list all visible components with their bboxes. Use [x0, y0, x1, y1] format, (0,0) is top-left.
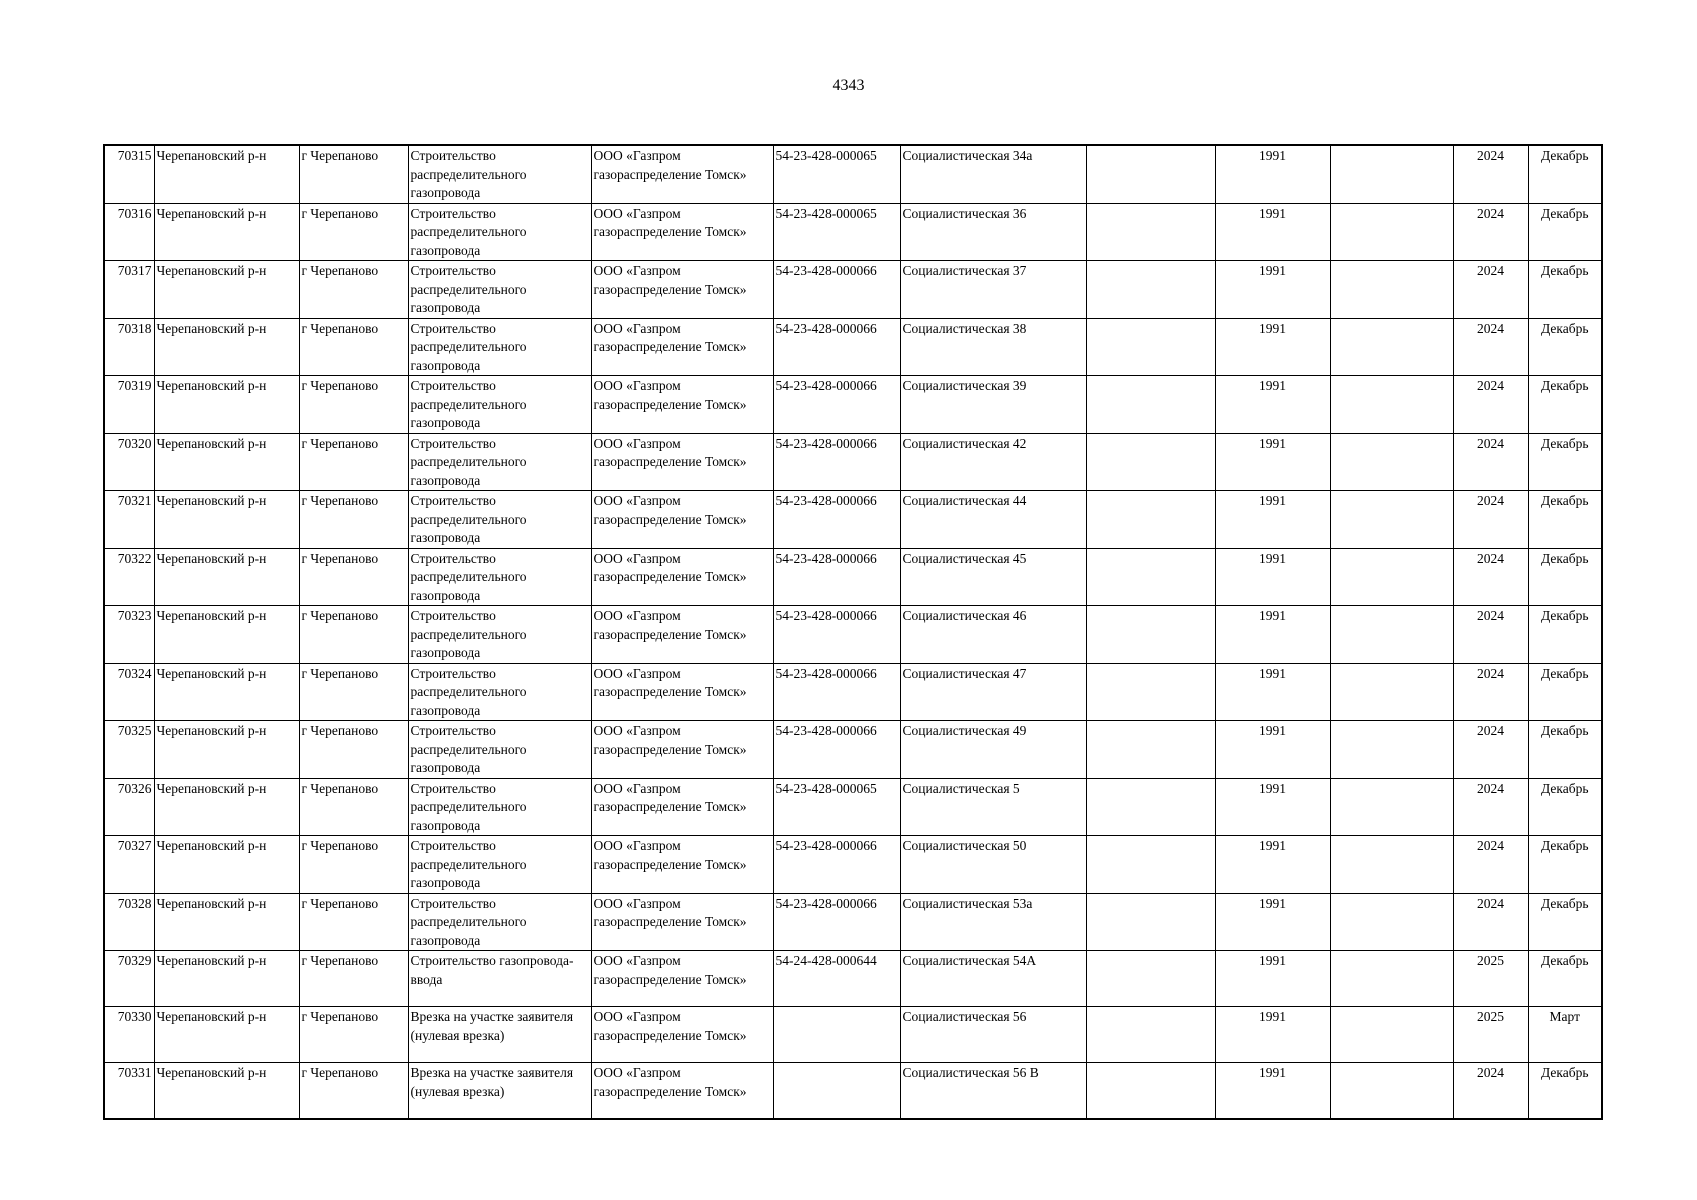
- row-id-cell: 70321: [104, 491, 154, 549]
- organization-cell: ООО «Газпром газораспределение Томск»: [591, 721, 773, 779]
- row-id-cell: 70329: [104, 951, 154, 1007]
- city-cell: г Черепаново: [299, 606, 408, 664]
- month-cell: Декабрь: [1528, 1063, 1602, 1119]
- blank-cell-2: [1330, 778, 1453, 836]
- month-cell: Декабрь: [1528, 491, 1602, 549]
- object-code-cell: 54-23-428-000065: [773, 145, 900, 203]
- table-row: [104, 433, 1602, 491]
- district-cell: Черепановский р-н: [154, 491, 299, 549]
- work-type-cell: Строительство распределительного газопровода: [408, 663, 591, 721]
- page-number: 4343: [832, 77, 865, 94]
- year-built-cell: 1991: [1215, 433, 1330, 491]
- month-cell: Декабрь: [1528, 721, 1602, 779]
- year-built-cell: 1991: [1215, 893, 1330, 951]
- work-type-cell: Строительство распределительного газопровода: [408, 836, 591, 894]
- organization-cell: ООО «Газпром газораспределение Томск»: [591, 376, 773, 434]
- city-cell: г Черепаново: [299, 893, 408, 951]
- plan-year-cell: 2024: [1453, 433, 1528, 491]
- month-cell: Декабрь: [1528, 778, 1602, 836]
- district-cell: Черепановский р-н: [154, 606, 299, 664]
- month-cell: Март: [1528, 1007, 1602, 1063]
- district-cell: Черепановский р-н: [154, 318, 299, 376]
- city-cell: г Черепаново: [299, 491, 408, 549]
- work-type-cell: Строительство распределительного газопровода: [408, 491, 591, 549]
- blank-cell-2: [1330, 318, 1453, 376]
- row-id-cell: 70328: [104, 893, 154, 951]
- address-cell: Социалистическая 56: [900, 1007, 1086, 1063]
- blank-cell-1: [1086, 721, 1215, 779]
- blank-cell-2: [1330, 951, 1453, 1007]
- organization-cell: ООО «Газпром газораспределение Томск»: [591, 606, 773, 664]
- blank-cell-1: [1086, 491, 1215, 549]
- work-type-cell: Строительство распределительного газопровода: [408, 548, 591, 606]
- district-cell: Черепановский р-н: [154, 778, 299, 836]
- object-code-cell: 54-23-428-000066: [773, 548, 900, 606]
- object-code-cell: 54-23-428-000066: [773, 261, 900, 319]
- row-id-cell: 70324: [104, 663, 154, 721]
- plan-year-cell: 2024: [1453, 376, 1528, 434]
- row-id-cell: 70315: [104, 145, 154, 203]
- year-built-cell: 1991: [1215, 1063, 1330, 1119]
- address-cell: Социалистическая 39: [900, 376, 1086, 434]
- organization-cell: ООО «Газпром газораспределение Томск»: [591, 203, 773, 261]
- blank-cell-2: [1330, 433, 1453, 491]
- district-cell: Черепановский р-н: [154, 663, 299, 721]
- city-cell: г Черепаново: [299, 1063, 408, 1119]
- city-cell: г Черепаново: [299, 376, 408, 434]
- district-cell: Черепановский р-н: [154, 145, 299, 203]
- year-built-cell: 1991: [1215, 778, 1330, 836]
- plan-year-cell: 2024: [1453, 318, 1528, 376]
- object-code-cell: 54-24-428-000644: [773, 951, 900, 1007]
- address-cell: Социалистическая 38: [900, 318, 1086, 376]
- blank-cell-1: [1086, 836, 1215, 894]
- blank-cell-1: [1086, 893, 1215, 951]
- row-id-cell: 70326: [104, 778, 154, 836]
- address-cell: Социалистическая 54А: [900, 951, 1086, 1007]
- blank-cell-2: [1330, 606, 1453, 664]
- year-built-cell: 1991: [1215, 606, 1330, 664]
- object-code-cell: 54-23-428-000066: [773, 433, 900, 491]
- city-cell: г Черепаново: [299, 1007, 408, 1063]
- work-type-cell: Строительство распределительного газопровода: [408, 778, 591, 836]
- district-cell: Черепановский р-н: [154, 261, 299, 319]
- month-cell: Декабрь: [1528, 893, 1602, 951]
- year-built-cell: 1991: [1215, 203, 1330, 261]
- plan-year-cell: 2024: [1453, 778, 1528, 836]
- blank-cell-1: [1086, 1007, 1215, 1063]
- address-cell: Социалистическая 42: [900, 433, 1086, 491]
- plan-year-cell: 2025: [1453, 951, 1528, 1007]
- city-cell: г Черепаново: [299, 721, 408, 779]
- object-code-cell: [773, 1063, 900, 1119]
- plan-year-cell: 2024: [1453, 491, 1528, 549]
- blank-cell-2: [1330, 376, 1453, 434]
- address-cell: Социалистическая 36: [900, 203, 1086, 261]
- plan-year-cell: 2024: [1453, 1063, 1528, 1119]
- row-id-cell: 70330: [104, 1007, 154, 1063]
- blank-cell-2: [1330, 893, 1453, 951]
- row-id-cell: 70317: [104, 261, 154, 319]
- month-cell: Декабрь: [1528, 203, 1602, 261]
- organization-cell: ООО «Газпром газораспределение Томск»: [591, 261, 773, 319]
- district-cell: Черепановский р-н: [154, 376, 299, 434]
- address-cell: Социалистическая 47: [900, 663, 1086, 721]
- city-cell: г Черепаново: [299, 548, 408, 606]
- blank-cell-2: [1330, 1063, 1453, 1119]
- organization-cell: ООО «Газпром газораспределение Томск»: [591, 145, 773, 203]
- object-code-cell: 54-23-428-000066: [773, 491, 900, 549]
- table-row: [104, 663, 1602, 721]
- table-row: [104, 1007, 1602, 1063]
- object-code-cell: 54-23-428-000066: [773, 663, 900, 721]
- address-cell: Социалистическая 50: [900, 836, 1086, 894]
- object-code-cell: 54-23-428-000066: [773, 893, 900, 951]
- blank-cell-1: [1086, 548, 1215, 606]
- year-built-cell: 1991: [1215, 836, 1330, 894]
- object-code-cell: 54-23-428-000066: [773, 836, 900, 894]
- month-cell: Декабрь: [1528, 606, 1602, 664]
- registry-table: [103, 144, 1603, 1120]
- month-cell: Декабрь: [1528, 951, 1602, 1007]
- organization-cell: ООО «Газпром газораспределение Томск»: [591, 491, 773, 549]
- month-cell: Декабрь: [1528, 145, 1602, 203]
- blank-cell-2: [1330, 491, 1453, 549]
- organization-cell: ООО «Газпром газораспределение Томск»: [591, 951, 773, 1007]
- plan-year-cell: 2024: [1453, 893, 1528, 951]
- district-cell: Черепановский р-н: [154, 548, 299, 606]
- table-row: [104, 1063, 1602, 1119]
- address-cell: Социалистическая 37: [900, 261, 1086, 319]
- work-type-cell: Строительство распределительного газопровода: [408, 893, 591, 951]
- year-built-cell: 1991: [1215, 663, 1330, 721]
- address-cell: Социалистическая 5: [900, 778, 1086, 836]
- address-cell: Социалистическая 56 В: [900, 1063, 1086, 1119]
- blank-cell-1: [1086, 433, 1215, 491]
- plan-year-cell: 2024: [1453, 721, 1528, 779]
- month-cell: Декабрь: [1528, 376, 1602, 434]
- month-cell: Декабрь: [1528, 318, 1602, 376]
- table-row: [104, 778, 1602, 836]
- organization-cell: ООО «Газпром газораспределение Томск»: [591, 893, 773, 951]
- work-type-cell: Строительство распределительного газопровода: [408, 606, 591, 664]
- blank-cell-2: [1330, 145, 1453, 203]
- organization-cell: ООО «Газпром газораспределение Томск»: [591, 1007, 773, 1063]
- district-cell: Черепановский р-н: [154, 1007, 299, 1063]
- blank-cell-2: [1330, 203, 1453, 261]
- table-row: [104, 145, 1602, 203]
- plan-year-cell: 2024: [1453, 145, 1528, 203]
- blank-cell-1: [1086, 376, 1215, 434]
- district-cell: Черепановский р-н: [154, 836, 299, 894]
- city-cell: г Черепаново: [299, 203, 408, 261]
- city-cell: г Черепаново: [299, 318, 408, 376]
- plan-year-cell: 2024: [1453, 203, 1528, 261]
- month-cell: Декабрь: [1528, 663, 1602, 721]
- year-built-cell: 1991: [1215, 261, 1330, 319]
- blank-cell-2: [1330, 836, 1453, 894]
- year-built-cell: 1991: [1215, 318, 1330, 376]
- blank-cell-1: [1086, 145, 1215, 203]
- object-code-cell: 54-23-428-000066: [773, 606, 900, 664]
- object-code-cell: [773, 1007, 900, 1063]
- blank-cell-1: [1086, 778, 1215, 836]
- row-id-cell: 70322: [104, 548, 154, 606]
- object-code-cell: 54-23-428-000066: [773, 376, 900, 434]
- work-type-cell: Врезка на участке заявителя (нулевая врезка): [408, 1007, 591, 1063]
- organization-cell: ООО «Газпром газораспределение Томск»: [591, 433, 773, 491]
- city-cell: г Черепаново: [299, 663, 408, 721]
- organization-cell: ООО «Газпром газораспределение Томск»: [591, 836, 773, 894]
- work-type-cell: Строительство распределительного газопровода: [408, 261, 591, 319]
- table-row: [104, 261, 1602, 319]
- organization-cell: ООО «Газпром газораспределение Томск»: [591, 663, 773, 721]
- month-cell: Декабрь: [1528, 548, 1602, 606]
- row-id-cell: 70318: [104, 318, 154, 376]
- plan-year-cell: 2024: [1453, 548, 1528, 606]
- district-cell: Черепановский р-н: [154, 893, 299, 951]
- row-id-cell: 70327: [104, 836, 154, 894]
- address-cell: Социалистическая 34а: [900, 145, 1086, 203]
- row-id-cell: 70331: [104, 1063, 154, 1119]
- plan-year-cell: 2024: [1453, 836, 1528, 894]
- address-cell: Социалистическая 45: [900, 548, 1086, 606]
- plan-year-cell: 2024: [1453, 606, 1528, 664]
- district-cell: Черепановский р-н: [154, 721, 299, 779]
- blank-cell-2: [1330, 1007, 1453, 1063]
- work-type-cell: Строительство распределительного газопровода: [408, 721, 591, 779]
- district-cell: Черепановский р-н: [154, 433, 299, 491]
- district-cell: Черепановский р-н: [154, 951, 299, 1007]
- object-code-cell: 54-23-428-000065: [773, 203, 900, 261]
- month-cell: Декабрь: [1528, 433, 1602, 491]
- table-row: [104, 951, 1602, 1007]
- address-cell: Социалистическая 49: [900, 721, 1086, 779]
- year-built-cell: 1991: [1215, 951, 1330, 1007]
- blank-cell-2: [1330, 548, 1453, 606]
- table-body: [104, 145, 1602, 1119]
- address-cell: Социалистическая 44: [900, 491, 1086, 549]
- city-cell: г Черепаново: [299, 433, 408, 491]
- month-cell: Декабрь: [1528, 261, 1602, 319]
- district-cell: Черепановский р-н: [154, 203, 299, 261]
- object-code-cell: 54-23-428-000065: [773, 778, 900, 836]
- city-cell: г Черепаново: [299, 778, 408, 836]
- table-row: [104, 318, 1602, 376]
- table-row: [104, 376, 1602, 434]
- organization-cell: ООО «Газпром газораспределение Томск»: [591, 548, 773, 606]
- year-built-cell: 1991: [1215, 145, 1330, 203]
- district-cell: Черепановский р-н: [154, 1063, 299, 1119]
- blank-cell-1: [1086, 203, 1215, 261]
- blank-cell-1: [1086, 951, 1215, 1007]
- table-row: [104, 606, 1602, 664]
- plan-year-cell: 2024: [1453, 663, 1528, 721]
- year-built-cell: 1991: [1215, 376, 1330, 434]
- work-type-cell: Строительство распределительного газопровода: [408, 318, 591, 376]
- plan-year-cell: 2024: [1453, 261, 1528, 319]
- blank-cell-2: [1330, 721, 1453, 779]
- row-id-cell: 70316: [104, 203, 154, 261]
- table-row: [104, 548, 1602, 606]
- city-cell: г Черепаново: [299, 951, 408, 1007]
- object-code-cell: 54-23-428-000066: [773, 318, 900, 376]
- blank-cell-2: [1330, 261, 1453, 319]
- organization-cell: ООО «Газпром газораспределение Томск»: [591, 1063, 773, 1119]
- table-row: [104, 203, 1602, 261]
- address-cell: Социалистическая 46: [900, 606, 1086, 664]
- work-type-cell: Строительство распределительного газопровода: [408, 145, 591, 203]
- row-id-cell: 70320: [104, 433, 154, 491]
- row-id-cell: 70323: [104, 606, 154, 664]
- blank-cell-1: [1086, 663, 1215, 721]
- work-type-cell: Строительство распределительного газопровода: [408, 376, 591, 434]
- blank-cell-1: [1086, 261, 1215, 319]
- work-type-cell: Врезка на участке заявителя (нулевая врезка): [408, 1063, 591, 1119]
- object-code-cell: 54-23-428-000066: [773, 721, 900, 779]
- city-cell: г Черепаново: [299, 836, 408, 894]
- blank-cell-1: [1086, 606, 1215, 664]
- year-built-cell: 1991: [1215, 491, 1330, 549]
- work-type-cell: Строительство газопровода-ввода: [408, 951, 591, 1007]
- year-built-cell: 1991: [1215, 548, 1330, 606]
- row-id-cell: 70319: [104, 376, 154, 434]
- blank-cell-1: [1086, 1063, 1215, 1119]
- table-row: [104, 491, 1602, 549]
- month-cell: Декабрь: [1528, 836, 1602, 894]
- organization-cell: ООО «Газпром газораспределение Томск»: [591, 318, 773, 376]
- table-row: [104, 836, 1602, 894]
- table-row: [104, 893, 1602, 951]
- city-cell: г Черепаново: [299, 145, 408, 203]
- blank-cell-2: [1330, 663, 1453, 721]
- address-cell: Социалистическая 53а: [900, 893, 1086, 951]
- row-id-cell: 70325: [104, 721, 154, 779]
- year-built-cell: 1991: [1215, 1007, 1330, 1063]
- city-cell: г Черепаново: [299, 261, 408, 319]
- table-row: [104, 721, 1602, 779]
- plan-year-cell: 2025: [1453, 1007, 1528, 1063]
- blank-cell-1: [1086, 318, 1215, 376]
- organization-cell: ООО «Газпром газораспределение Томск»: [591, 778, 773, 836]
- year-built-cell: 1991: [1215, 721, 1330, 779]
- work-type-cell: Строительство распределительного газопровода: [408, 433, 591, 491]
- work-type-cell: Строительство распределительного газопровода: [408, 203, 591, 261]
